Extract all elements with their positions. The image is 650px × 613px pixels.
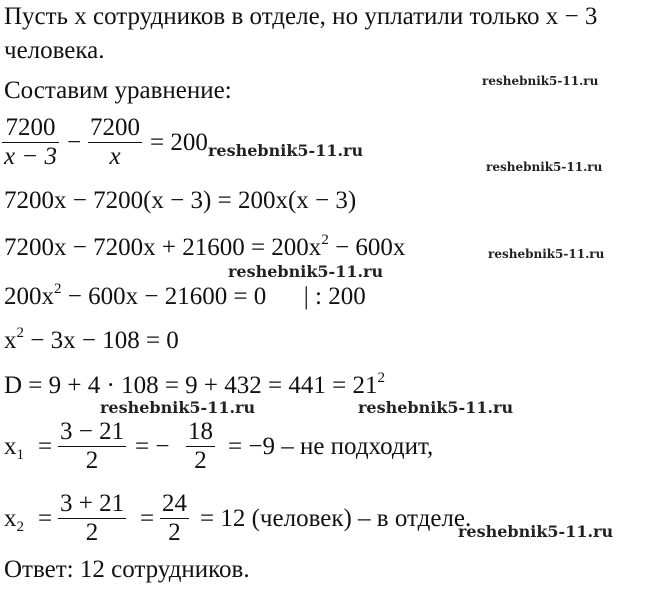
exponent: 2 bbox=[54, 281, 62, 297]
minus-sign: − bbox=[67, 129, 82, 156]
equation-rhs: = 200 bbox=[150, 129, 208, 156]
fraction-24-over-2 bbox=[160, 490, 189, 547]
fraction-18-over-2 bbox=[186, 418, 215, 475]
watermark: reshebnik5-11.ru bbox=[482, 74, 599, 88]
exponent: 2 bbox=[321, 232, 329, 248]
subscript: 2 bbox=[16, 519, 24, 535]
equation-5-part-b: − 3x − 108 = 0 bbox=[24, 327, 179, 354]
fraction-numerator: 7200 bbox=[90, 114, 140, 141]
subscript: 1 bbox=[16, 447, 24, 463]
watermark: reshebnik5-11.ru bbox=[208, 141, 364, 160]
equation-3-part-a: 7200x − 7200x + 21600 = 200x bbox=[4, 234, 322, 261]
root-x1-result: = −9 – не подходит, bbox=[228, 433, 434, 460]
watermark: reshebnik5-11.ru bbox=[358, 398, 514, 417]
variable-x: x bbox=[4, 505, 17, 532]
fraction-numerator: 7200 bbox=[5, 114, 56, 141]
equals-sign-2: = bbox=[140, 505, 155, 532]
fraction-7200-over-x-minus-3 bbox=[2, 114, 59, 171]
equals-sign: = bbox=[38, 433, 53, 460]
fraction-3-plus-21-over-2 bbox=[58, 490, 126, 547]
fraction-denominator: 2 bbox=[58, 446, 126, 475]
discriminant-equation bbox=[4, 371, 385, 401]
watermark: reshebnik5-11.ru bbox=[228, 262, 384, 281]
watermark: reshebnik5-11.ru bbox=[488, 247, 605, 261]
watermark: reshebnik5-11.ru bbox=[486, 160, 603, 174]
equation-4 bbox=[4, 282, 366, 312]
equation-3-part-b: − 600x bbox=[328, 234, 406, 261]
root-x2-label bbox=[4, 504, 24, 534]
fraction-denominator: 2 bbox=[186, 446, 215, 475]
problem-statement-line-1: Пусть x сотрудников в отделе, но уплатили только x − 3 bbox=[4, 3, 598, 30]
answer-line: Ответ: 12 сотрудников. bbox=[4, 556, 250, 583]
fraction-7200-over-x bbox=[88, 114, 142, 171]
fraction-denominator: 2 bbox=[58, 518, 126, 547]
variable-x: x bbox=[4, 433, 17, 460]
fraction-denominator: x − 3 bbox=[4, 143, 57, 170]
exponent: 2 bbox=[16, 325, 24, 341]
watermark: reshebnik5-11.ru bbox=[100, 398, 256, 417]
fraction-numerator: 18 bbox=[188, 418, 213, 445]
fraction-3-minus-21-over-2 bbox=[58, 418, 126, 475]
equation-5-part-a: x bbox=[4, 327, 17, 354]
equals-minus: = − bbox=[135, 433, 170, 460]
equation-5 bbox=[4, 326, 179, 356]
fraction-denominator: x bbox=[88, 142, 142, 171]
equation-4-part-b: − 600x − 21600 = 0 | : 200 bbox=[61, 283, 366, 310]
watermark: reshebnik5-11.ru bbox=[458, 522, 614, 541]
root-x1-label bbox=[4, 432, 24, 462]
equation-4-part-a: 200x bbox=[4, 283, 54, 310]
equation-2: 7200x − 7200(x − 3) = 200x(x − 3) bbox=[4, 187, 357, 214]
equals-sign: = bbox=[38, 505, 53, 532]
equation-intro: Составим уравнение: bbox=[4, 77, 232, 104]
fraction-numerator: 24 bbox=[162, 490, 187, 517]
root-x2-result: = 12 (человек) – в отделе. bbox=[200, 505, 472, 532]
problem-statement-line-2: человека. bbox=[4, 37, 105, 64]
fraction-numerator: 3 − 21 bbox=[60, 418, 125, 445]
fraction-numerator: 3 + 21 bbox=[60, 490, 125, 517]
equation-3 bbox=[4, 233, 405, 263]
exponent: 2 bbox=[377, 370, 385, 386]
fraction-denominator: 2 bbox=[160, 518, 189, 547]
discriminant-part-a: D = 9 + 4 · 108 = 9 + 432 = 441 = 21 bbox=[4, 372, 378, 399]
